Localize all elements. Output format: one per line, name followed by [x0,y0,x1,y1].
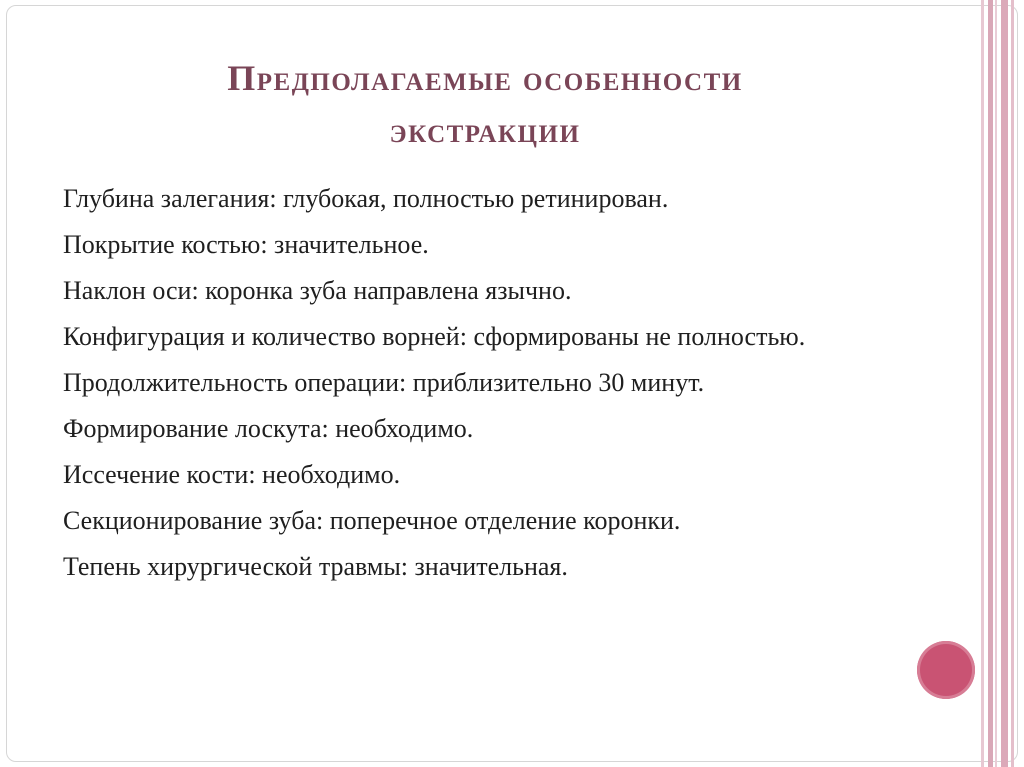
list-item-operation-duration: Продолжительность операции: приблизительно 30 минут. [63,368,705,397]
slide-title-line-2: экстракции [389,110,581,150]
list-item-root-configuration: Конфигурация и количество ворней: сформированы не полностью. [63,322,806,351]
decorative-stripe [995,0,997,767]
slide-title [70,52,900,156]
list-item-bone-excision: Иссечение кости: необходимо. [63,460,401,489]
decorative-stripe [1011,0,1014,767]
list-item-axis-tilt: Наклон оси: коронка зуба направлена язычно. [63,276,572,305]
accent-circle [917,641,975,699]
decorative-stripe [981,0,984,767]
slide-title-line-1: Предполагаемые особенности [227,58,743,98]
decorative-stripe [1001,0,1008,767]
list-item-flap-formation: Формирование лоскута: необходимо. [63,414,474,443]
list-item-trauma-degree: Тепень хирургической травмы: значительная. [63,552,568,581]
feature-list [63,183,883,597]
list-item-tooth-sectioning: Секционирование зуба: поперечное отделение коронки. [63,506,681,535]
list-item-bone-coverage: Покрытие костью: значительное. [63,230,429,259]
list-item-depth: Глубина залегания: глубокая, полностью ретинирован. [63,184,669,213]
decorative-stripe [988,0,993,767]
